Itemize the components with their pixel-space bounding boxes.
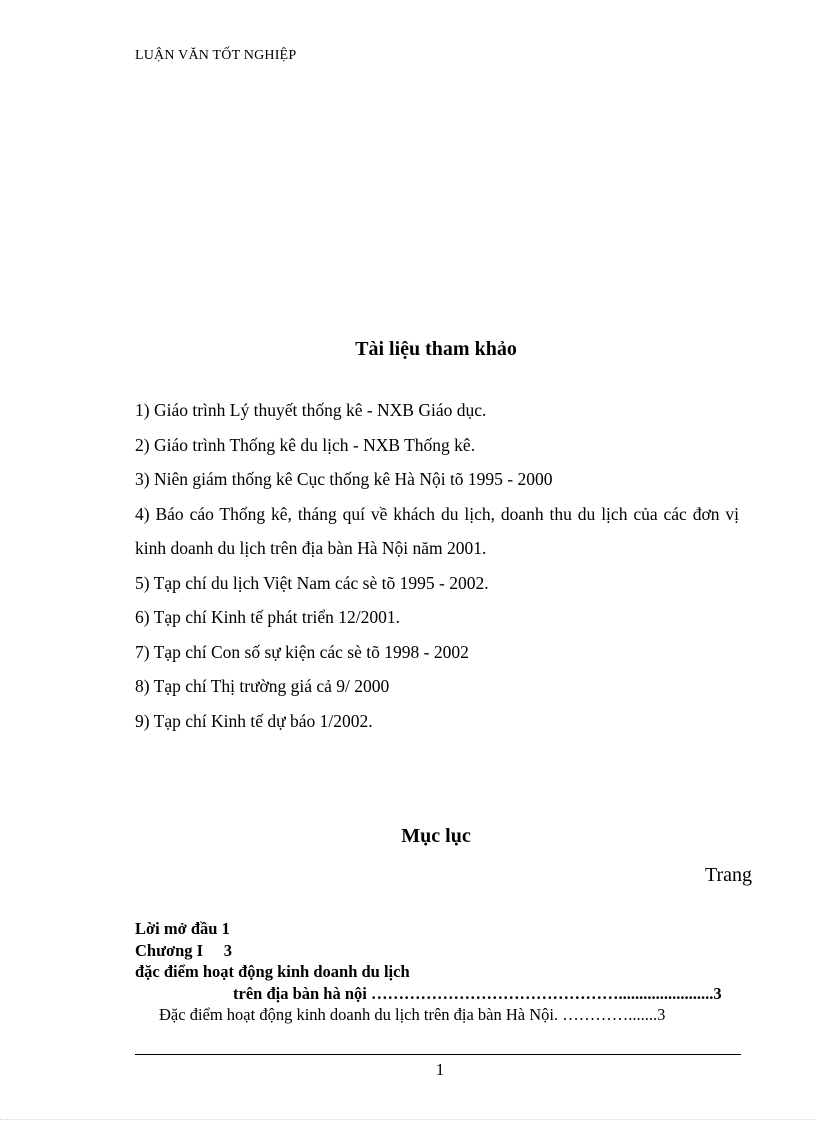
references-list <box>135 393 739 738</box>
table-of-contents <box>135 918 739 1026</box>
reference-item: 8) Tạp chí Thị trường giá cả 9/ 2000 <box>135 676 390 696</box>
reference-item: 2) Giáo trình Thống kê du lịch - NXB Thống kê. <box>135 434 476 455</box>
page-number: 1 <box>435 1060 445 1079</box>
toc-entry[interactable]: Lời mở đầu 1 <box>135 919 230 938</box>
page-bottom-border <box>0 1119 816 1120</box>
references-title: Tài liệu tham khảo <box>355 338 517 360</box>
toc-entry[interactable]: Đặc điểm hoạt động kinh doanh du lịch trên địa bàn Hà Nội. ………….......3 <box>159 1005 666 1024</box>
toc-entry[interactable]: trên địa bàn hà nội ……………………………………….......................3 <box>233 983 722 1003</box>
footer-divider <box>135 1054 741 1055</box>
reference-item: 1) Giáo trình Lý thuyết thống kê - NXB Giáo dục. <box>135 400 487 420</box>
toc-page-label: Trang <box>705 864 753 886</box>
reference-item: 3) Niên giám thống kê Cục thống kê Hà Nội tõ 1995 - 2000 <box>135 469 553 489</box>
reference-item: 7) Tạp chí Con số sự kiện các sè tõ 1998 - 2002 <box>135 641 469 662</box>
toc-entry[interactable]: Chương I 3 <box>135 940 232 960</box>
toc-title: Mục lục <box>401 825 471 847</box>
reference-item: 4) Báo cáo Thống kê, tháng quí về khách du lịch, doanh thu du lịch của các đơn vị kinh doanh du lịch trên địa bàn Hà Nội năm 2001. <box>135 503 739 558</box>
document-header: LUẬN VĂN TỐT NGHIỆP <box>135 48 297 63</box>
reference-item: 9) Tạp chí Kinh tế dự báo 1/2002. <box>135 710 373 731</box>
toc-entry[interactable]: đặc điểm hoạt động kinh doanh du lịch <box>135 962 410 981</box>
reference-item: 5) Tạp chí du lịch Việt Nam các sè tõ 1995 - 2002. <box>135 572 489 593</box>
reference-item: 6) Tạp chí Kinh tế phát triển 12/2001. <box>135 607 401 627</box>
